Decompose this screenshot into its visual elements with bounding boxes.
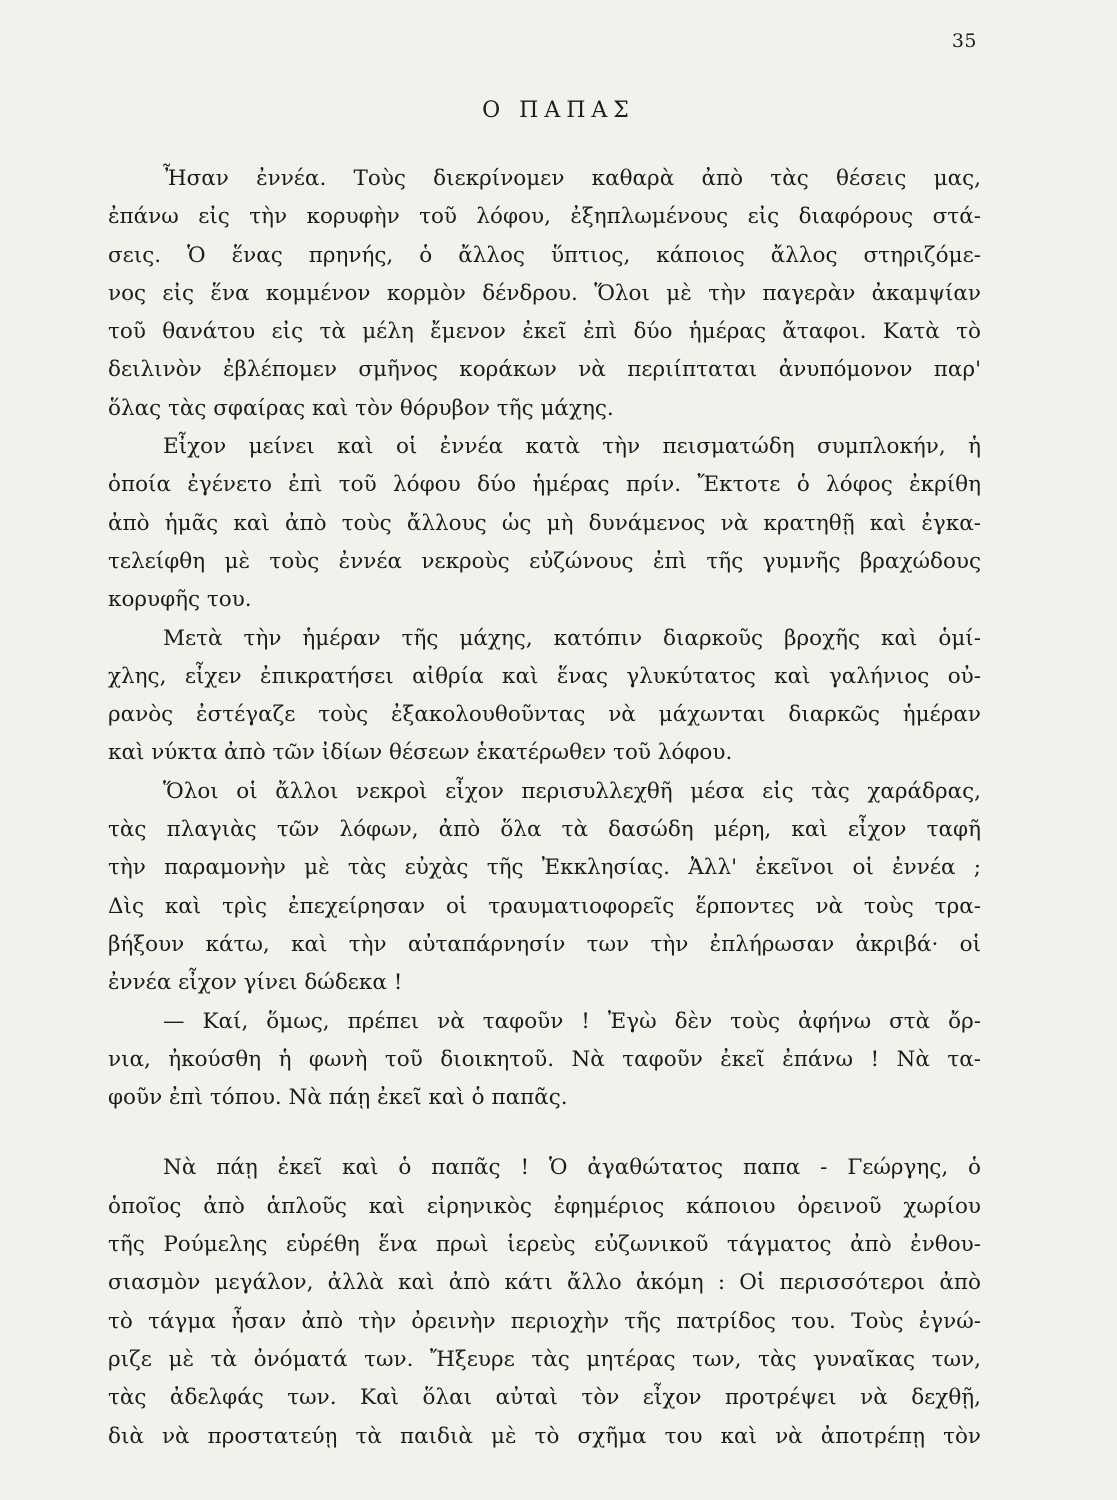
page-number: 35	[951, 30, 977, 52]
text-line: νος εἰς ἕνα κομμένον κορμὸν δένδρου. Ὅλοι μὲ τὴν παγερὰν ἀκαμψίαν	[108, 280, 981, 306]
text-line: δειλινὸν ἐβλέπομεν σμῆνος κοράκων νὰ περιίπταται ἀνυπόμονον παρ'	[108, 357, 981, 383]
text-line: βήξουν κάτω, καὶ τὴν αὐταπάρνησίν των τὴν ἐπλήρωσαν ἀκριβά· οἱ	[108, 931, 981, 957]
text-line: τὴν παραμονὴν μὲ τὰς εὐχὰς τῆς Ἐκκλησίας. Ἀλλ' ἐκεῖνοι οἱ ἐννέα ;	[108, 855, 981, 881]
text-line: τῆς Ρούμελης εὑρέθη ἕνα πρωὶ ἱερεὺς εὐζωνικοῦ τάγματος ἀπὸ ἐνθου-	[108, 1232, 981, 1258]
text-line: καὶ νύκτα ἀπὸ τῶν ἰδίων θέσεων ἑκατέρωθεν τοῦ λόφου.	[108, 740, 733, 766]
text-line: ἀπὸ ἡμᾶς καὶ ἀπὸ τοὺς ἄλλους ὡς μὴ δυνάμενος νὰ κρατηθῇ καὶ ἐγκα-	[108, 510, 981, 536]
chapter-title: Ο ΠΑΠΑΣ	[482, 98, 635, 123]
text-line: τὰς ἀδελφάς των. Καὶ ὅλαι αὐταὶ τὸν εἶχον προτρέψει νὰ δεχθῇ,	[108, 1385, 981, 1411]
text-line: Μετὰ τὴν ἡμέραν τῆς μάχης, κατόπιν διαρκοῦς βροχῆς καὶ ὁμί-	[163, 625, 981, 651]
text-line: τοῦ θανάτου εἰς τὰ μέλη ἔμενον ἐκεῖ ἐπὶ δύο ἡμέρας ἄταφοι. Κατὰ τὸ	[108, 319, 981, 345]
text-line: Ὅλοι οἱ ἄλλοι νεκροὶ εἶχον περισυλλεχθῆ μέσα εἰς τὰς χαράδρας,	[163, 778, 981, 804]
text-line: σεις. Ὁ ἕνας πρηνής, ὁ ἄλλος ὕπτιος, κάποιος ἄλλος στηριζόμε-	[108, 242, 981, 268]
text-line: ὁποῖος ἀπὸ ἁπλοῦς καὶ εἰρηνικὸς ἐφημέριος κάποιου ὀρεινοῦ χωρίου	[108, 1193, 981, 1219]
text-line: ὁποία ἐγένετο ἐπὶ τοῦ λόφου δύο ἡμέρας πρίν. Ἔκτοτε ὁ λόφος ἐκρίθη	[108, 472, 981, 498]
text-line: Νὰ πάῃ ἐκεῖ καὶ ὁ παπᾶς ! Ὁ ἀγαθώτατος παπα - Γεώργης, ὁ	[163, 1155, 981, 1181]
text-line: Ἦσαν ἐννέα. Τοὺς διεκρίνομεν καθαρὰ ἀπὸ τὰς θέσεις μας,	[163, 166, 981, 191]
text-line: νια, ἠκούσθη ἡ φωνὴ τοῦ διοικητοῦ. Νὰ ταφοῦν ἐκεῖ ἐπάνω ! Νὰ τα-	[108, 1046, 981, 1072]
text-line: φοῦν ἐπὶ τόπου. Νὰ πάῃ ἐκεῖ καὶ ὁ παπᾶς.	[108, 1085, 568, 1111]
text-line: διὰ νὰ προστατεύῃ τὰ παιδιὰ μὲ τὸ σχῆμα του καὶ νὰ ἀποτρέπῃ τὸν	[108, 1423, 981, 1449]
text-line: ἐπάνω εἰς τὴν κορυφὴν τοῦ λόφου, ἐξηπλωμένους εἰς διαφόρους στά-	[108, 204, 981, 230]
text-line: ἐννέα εἶχον γίνει δώδεκα !	[108, 970, 403, 996]
text-line: χλης, εἶχεν ἐπικρατήσει αἰθρία καὶ ἕνας γλυκύτατος καὶ γαλήνιος οὐ-	[108, 663, 981, 689]
text-line: τὰς πλαγιὰς τῶν λόφων, ἀπὸ ὅλα τὰ δασώδη μέρη, καὶ εἶχον ταφῆ	[108, 817, 981, 843]
text-line: κορυφῆς του.	[108, 587, 252, 613]
body-text	[108, 160, 981, 1456]
text-line: τὸ τάγμα ἦσαν ἀπὸ τὴν ὀρεινὴν περιοχὴν τῆς πατρίδος του. Τοὺς ἐγνώ-	[108, 1308, 981, 1334]
text-line: τελείφθη μὲ τοὺς ἐννέα νεκροὺς εὐζώνους ἐπὶ τῆς γυμνῆς βραχώδους	[108, 548, 981, 574]
text-line: ρανὸς ἐστέγαζε τοὺς ἐξακολουθοῦντας νὰ μάχωνται διαρκῶς ἡμέραν	[108, 702, 981, 728]
text-line: Δὶς καὶ τρὶς ἐπεχείρησαν οἱ τραυματιοφορεῖς ἕρποντες νὰ τοὺς τρα-	[108, 893, 981, 919]
text-line: ριζε μὲ τὰ ὀνόματά των. Ἤξευρε τὰς μητέρας των, τὰς γυναῖκας των,	[108, 1346, 981, 1372]
text-line: — Καί, ὅμως, πρέπει νὰ ταφοῦν ! Ἐγὼ δὲν τοὺς ἀφήνω στὰ ὄρ-	[163, 1008, 981, 1034]
text-line: ὅλας τὰς σφαίρας καὶ τὸν θόρυβον τῆς μάχης.	[108, 395, 614, 421]
text-line: Εἶχον μείνει καὶ οἱ ἐννέα κατὰ τὴν πεισματώδη συμπλοκήν, ἡ	[163, 434, 981, 460]
text-line: σιασμὸν μεγάλον, ἀλλὰ καὶ ἀπὸ κάτι ἄλλο ἀκόμη : Οἱ περισσότεροι ἀπὸ	[108, 1270, 981, 1296]
